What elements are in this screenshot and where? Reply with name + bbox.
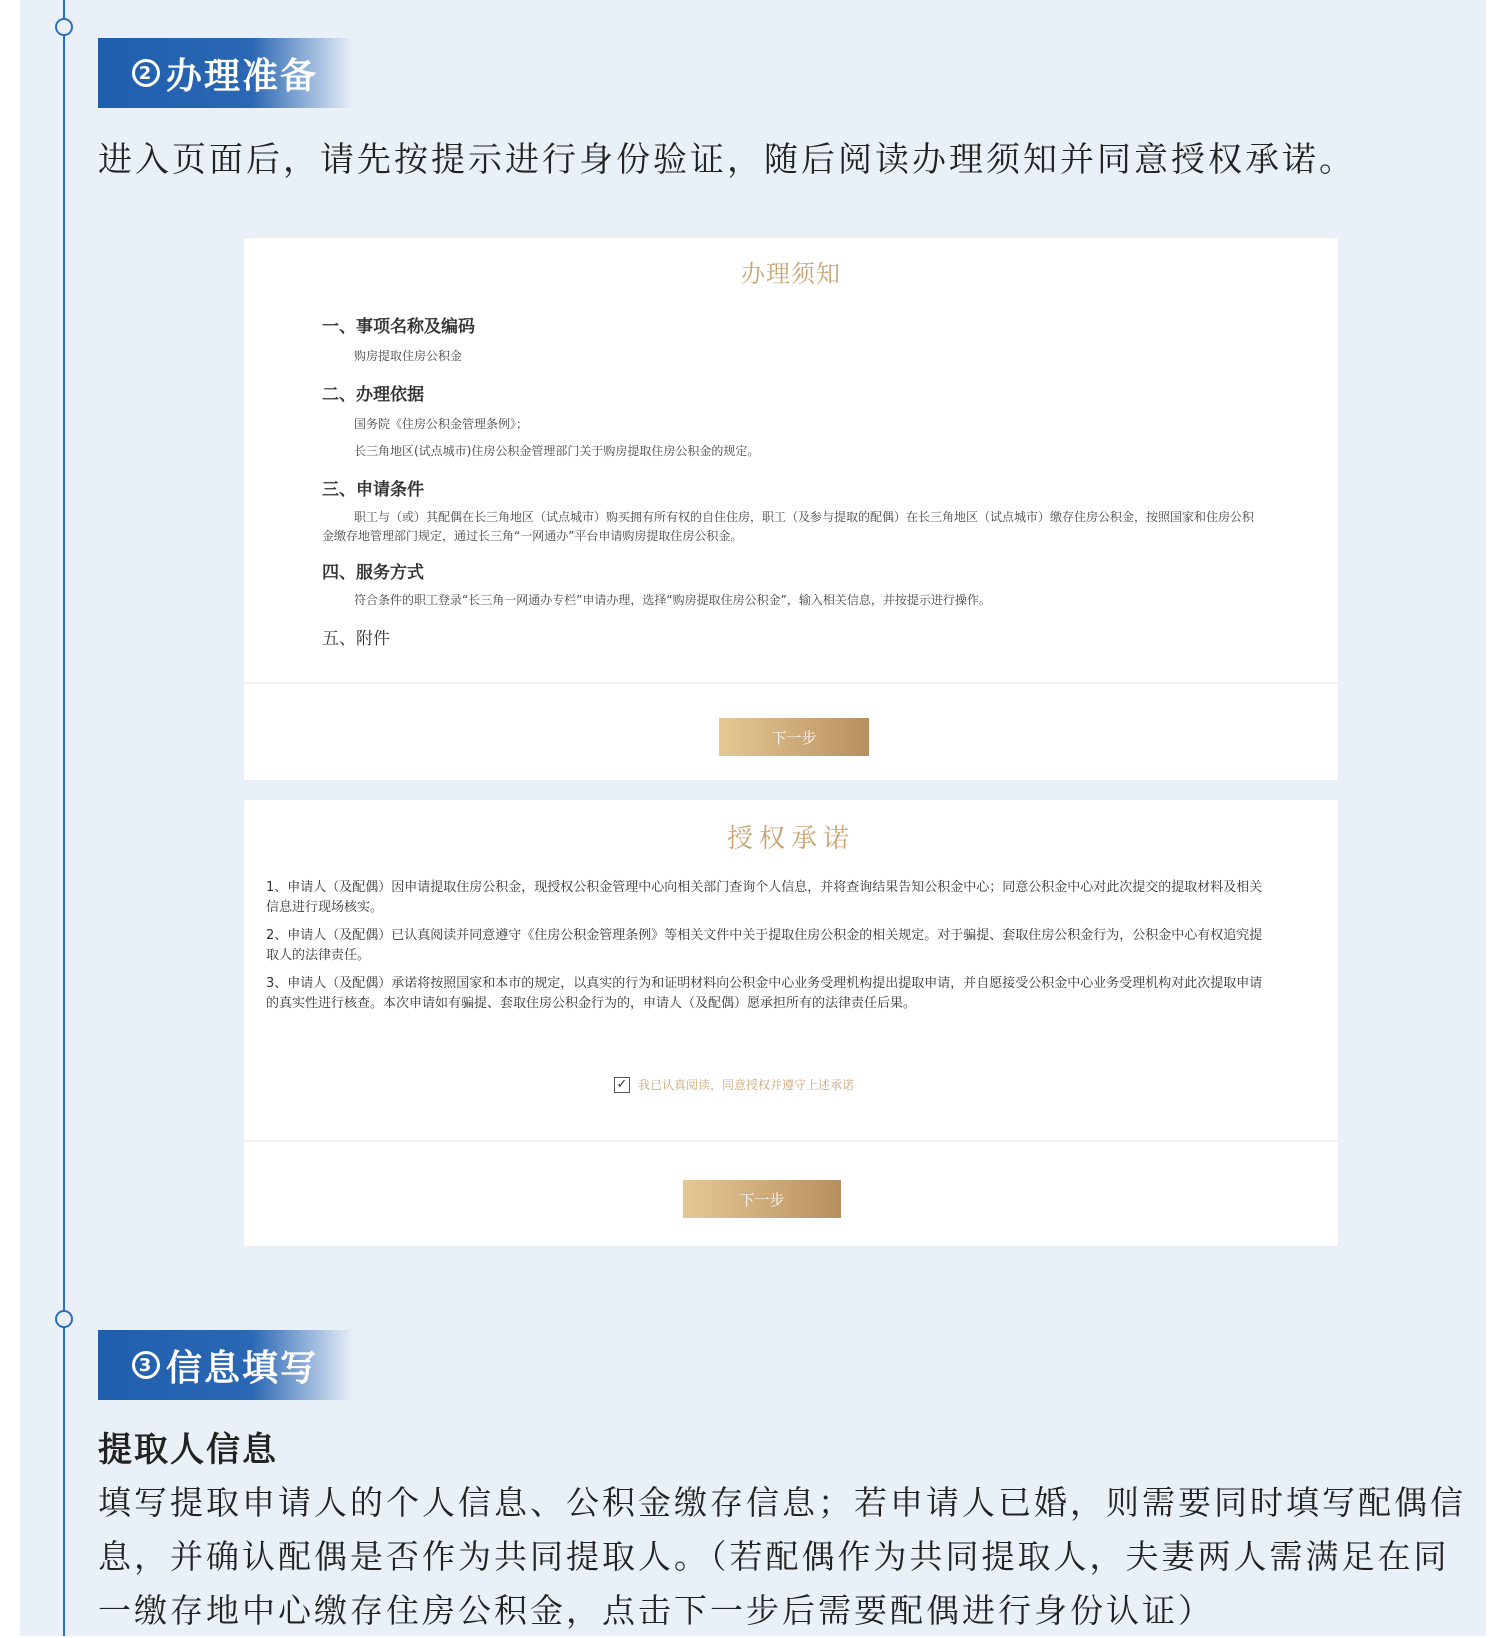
timeline-dot: [55, 18, 73, 36]
card-divider: [244, 682, 1338, 684]
notice-section-heading: 二、办理依据: [322, 385, 424, 405]
section-intro-text: 进入页面后，请先按提示进行身份验证，随后阅读办理须知并同意授权承诺。: [98, 140, 1356, 180]
step-header-preparation: [98, 38, 354, 108]
section-subtitle: 提取人信息: [98, 1430, 278, 1470]
step-number-badge: 2: [132, 59, 160, 87]
checkmark-icon: ✓: [616, 1077, 628, 1092]
notice-next-button[interactable]: 下一步: [719, 718, 869, 756]
notice-section-text: 职工与（或）其配偶在长三角地区（试点城市）购买拥有所有权的自住住房，职工（及参与提取的配偶）在长三角地区（试点城市）缴存住房公积金，按照国家和住房公积金缴存地管理部门规定，通过长三角“一网通办”平台申请购房提取住房公积金。: [322, 510, 1255, 543]
notice-section-text: 长三角地区(试点城市)住房公积金管理部门关于购房提取住房公积金的规定。: [354, 444, 760, 458]
notice-section-text: 购房提取住房公积金: [354, 349, 463, 363]
authorization-content: [266, 878, 1266, 1022]
authorization-card: [244, 800, 1338, 1246]
notice-section-text: 符合条件的职工登录“长三角一网通办专栏”申请办理，选择“购房提取住房公积金”，输入相关信息，并按提示进行操作。: [354, 593, 991, 607]
step-header-fill-info: [98, 1330, 354, 1400]
section-description: 填写提取申请人的个人信息、公积金缴存信息；若申请人已婚，则需要同时填写配偶信息，并确认配偶是否作为共同提取人。（若配偶作为共同提取人，夫妻两人需满足在同一缴存地中心缴存住房公积金，点击下一步后需要配偶进行身份认证）: [98, 1483, 1466, 1630]
step-number-badge: 3: [132, 1351, 160, 1379]
article-page: [20, 0, 1486, 1636]
agree-label[interactable]: 我已认真阅读，同意授权并遵守上述承诺: [638, 1078, 855, 1092]
notice-card: [244, 238, 1338, 780]
notice-content: [322, 310, 1262, 649]
notice-section-text: 国务院《住房公积金管理条例》；: [354, 417, 529, 431]
authorization-paragraph: 3、申请人（及配偶）承诺将按照国家和本市的规定，以真实的行为和证明材料向公积金中心业务受理机构提出提取申请，并自愿接受公积金中心业务受理机构对此次提取申请的真实性进行核查。本次申请如有骗提、套取住房公积金行为的，申请人（及配偶）愿承担所有的法律责任后果。: [266, 976, 1263, 1011]
step-title: 办理准备: [166, 55, 319, 97]
notice-card-title: 办理须知: [741, 260, 841, 288]
notice-section-heading: 一、事项名称及编码: [322, 317, 475, 337]
notice-section-heading: 五、附件: [322, 629, 390, 649]
card-divider: [244, 1140, 1338, 1142]
notice-section-heading: 四、服务方式: [322, 563, 424, 583]
agree-checkbox-row[interactable]: [614, 1076, 854, 1093]
agree-checkbox[interactable]: [614, 1077, 630, 1093]
notice-section-heading: 三、申请条件: [322, 480, 424, 500]
timeline-dot: [55, 1310, 73, 1328]
timeline-line: [63, 0, 65, 1636]
authorization-paragraph: 2、申请人（及配偶）已认真阅读并同意遵守《住房公积金管理条例》等相关文件中关于提取住房公积金的相关规定。对于骗提、套取住房公积金行为，公积金中心有权追究提取人的法律责任。: [266, 928, 1263, 963]
step-title: 信息填写: [166, 1347, 319, 1389]
authorization-next-button[interactable]: 下一步: [683, 1180, 841, 1218]
authorization-card-title: 授权承诺: [726, 824, 855, 854]
authorization-paragraph: 1、申请人（及配偶）因申请提取住房公积金，现授权公积金管理中心向相关部门查询个人信息，并将查询结果告知公积金中心；同意公积金中心对此次提交的提取材料及相关信息进行现场核实。: [266, 880, 1263, 915]
